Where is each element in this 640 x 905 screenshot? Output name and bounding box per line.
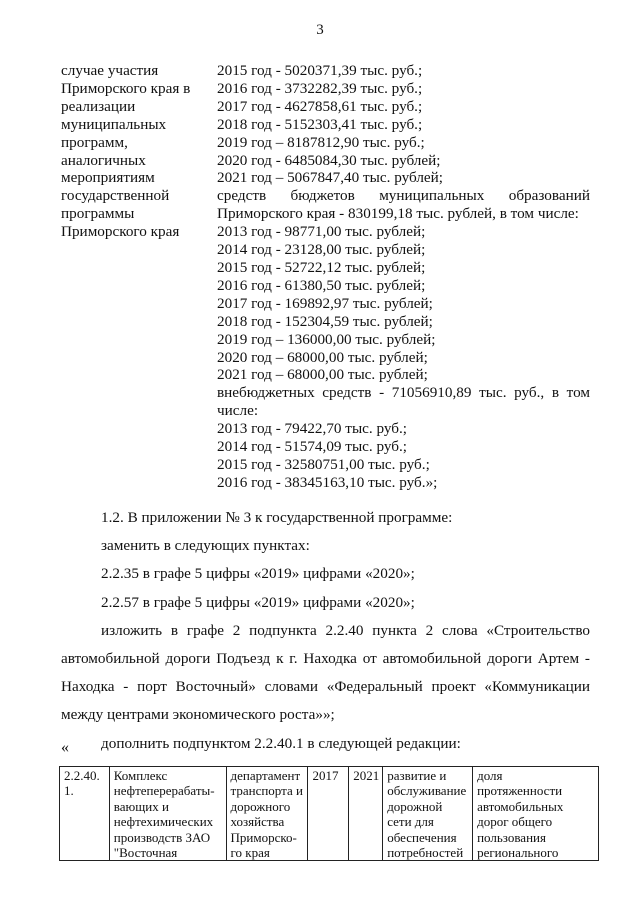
funding-line: 2021 год – 5067847,40 тыс. рублей; bbox=[217, 169, 444, 187]
funding-line: 2021 год – 68000,00 тыс. рублей; bbox=[217, 366, 428, 384]
executor-cell: департамент транспорта и дорожного хозяйства Приморско- го края bbox=[226, 767, 308, 861]
paragraph: заменить в следующих пунктах: bbox=[101, 537, 310, 555]
funding-line: Приморского края - 830199,18 тыс. рублей, в том числе: bbox=[217, 205, 579, 223]
paragraph: 1.2. В приложении № 3 к государственной программе: bbox=[101, 509, 453, 526]
funding-line: 2013 год - 98771,00 тыс. рублей; bbox=[217, 223, 426, 241]
funding-line: числе: bbox=[217, 402, 259, 420]
label-line: программы bbox=[61, 205, 135, 223]
paragraph: 2.2.35 в графе 5 цифры «2019» цифрами «2020»; bbox=[101, 565, 415, 583]
result-cell: развитие и обслуживание дорожной сети для обеспечения потребностей bbox=[383, 767, 473, 861]
paragraph-line: автомобильной дороги Подъезд к г. Находка от автомобильной дороги Артем - bbox=[61, 650, 590, 668]
funding-line: 2020 год - 6485084,30 тыс. рублей; bbox=[217, 151, 441, 169]
label-line: государственной bbox=[61, 187, 170, 205]
paragraph-line: Находка - порт Восточный» словами «Федеральный проект «Коммуникации bbox=[61, 678, 590, 696]
passport-label-column bbox=[61, 62, 211, 241]
amendment-table bbox=[59, 766, 599, 861]
funding-line: 2014 год - 51574,09 тыс. руб.; bbox=[217, 438, 408, 456]
funding-line: 2017 год - 169892,97 тыс. рублей; bbox=[217, 294, 433, 312]
paragraph-line: между центрами экономического роста»»; bbox=[61, 706, 335, 724]
funding-line: 2015 год - 5020371,39 тыс. руб.; bbox=[217, 62, 423, 79]
start-year-cell: 2017 bbox=[308, 767, 349, 861]
funding-line: внебюджетных средств - 71056910,89 тыс. руб., в том bbox=[217, 384, 590, 402]
funding-line: 2016 год - 3732282,39 тыс. руб.; bbox=[217, 79, 423, 97]
funding-line: 2019 год – 8187812,90 тыс. руб.; bbox=[217, 133, 425, 151]
label-line: муниципальных bbox=[61, 115, 167, 133]
funding-line: средств бюджетов муниципальных образований bbox=[217, 187, 590, 205]
amendment-text bbox=[61, 504, 590, 758]
opening-quote-mark: « bbox=[61, 739, 69, 756]
end-year-cell: 2021 bbox=[349, 767, 383, 861]
funding-line: 2018 год - 152304,59 тыс. рублей; bbox=[217, 312, 433, 330]
paragraph: дополнить подпунктом 2.2.40.1 в следующей редакции: bbox=[101, 734, 461, 752]
label-line: программ, bbox=[61, 133, 128, 151]
funding-line: 2020 год – 68000,00 тыс. рублей; bbox=[217, 348, 428, 366]
funding-line: 2017 год - 4627858,61 тыс. руб.; bbox=[217, 97, 423, 115]
funding-line: 2016 год - 61380,50 тыс. рублей; bbox=[217, 276, 426, 294]
item-number-cell: 2.2.40. 1. bbox=[60, 767, 110, 861]
funding-line: 2014 год - 23128,00 тыс. рублей; bbox=[217, 241, 426, 259]
indicator-cell: доля протяженности автомобильных дорог общего пользования регионального bbox=[473, 767, 599, 861]
funding-line: 2016 год - 38345163,10 тыс. руб.»; bbox=[217, 473, 438, 491]
label-line: Приморского края bbox=[61, 223, 180, 241]
funding-line: 2019 год – 136000,00 тыс. рублей; bbox=[217, 330, 436, 348]
item-name-cell: Комплекс нефтеперерабаты- вающих и нефтехимических производств ЗАО "Восточная bbox=[109, 767, 226, 861]
label-line: Приморского края в bbox=[61, 79, 191, 97]
paragraph: 2.2.57 в графе 5 цифры «2019» цифрами «2020»; bbox=[101, 593, 415, 611]
label-line: мероприятиям bbox=[61, 169, 155, 187]
label-line: реализации bbox=[61, 97, 136, 115]
funding-line: 2018 год - 5152303,41 тыс. руб.; bbox=[217, 115, 423, 133]
funding-line: 2015 год - 32580751,00 тыс. руб.; bbox=[217, 455, 430, 473]
paragraph-line: изложить в графе 2 подпункта 2.2.40 пункта 2 слова «Строительство bbox=[101, 621, 590, 639]
label-line: случае участия bbox=[61, 62, 159, 79]
label-line: аналогичных bbox=[61, 151, 146, 169]
table-row bbox=[60, 767, 599, 861]
funding-values-column bbox=[217, 62, 590, 492]
funding-line: 2013 год - 79422,70 тыс. руб.; bbox=[217, 420, 408, 438]
page-number: 3 bbox=[316, 22, 324, 38]
funding-line: 2015 год - 52722,12 тыс. рублей; bbox=[217, 258, 426, 276]
